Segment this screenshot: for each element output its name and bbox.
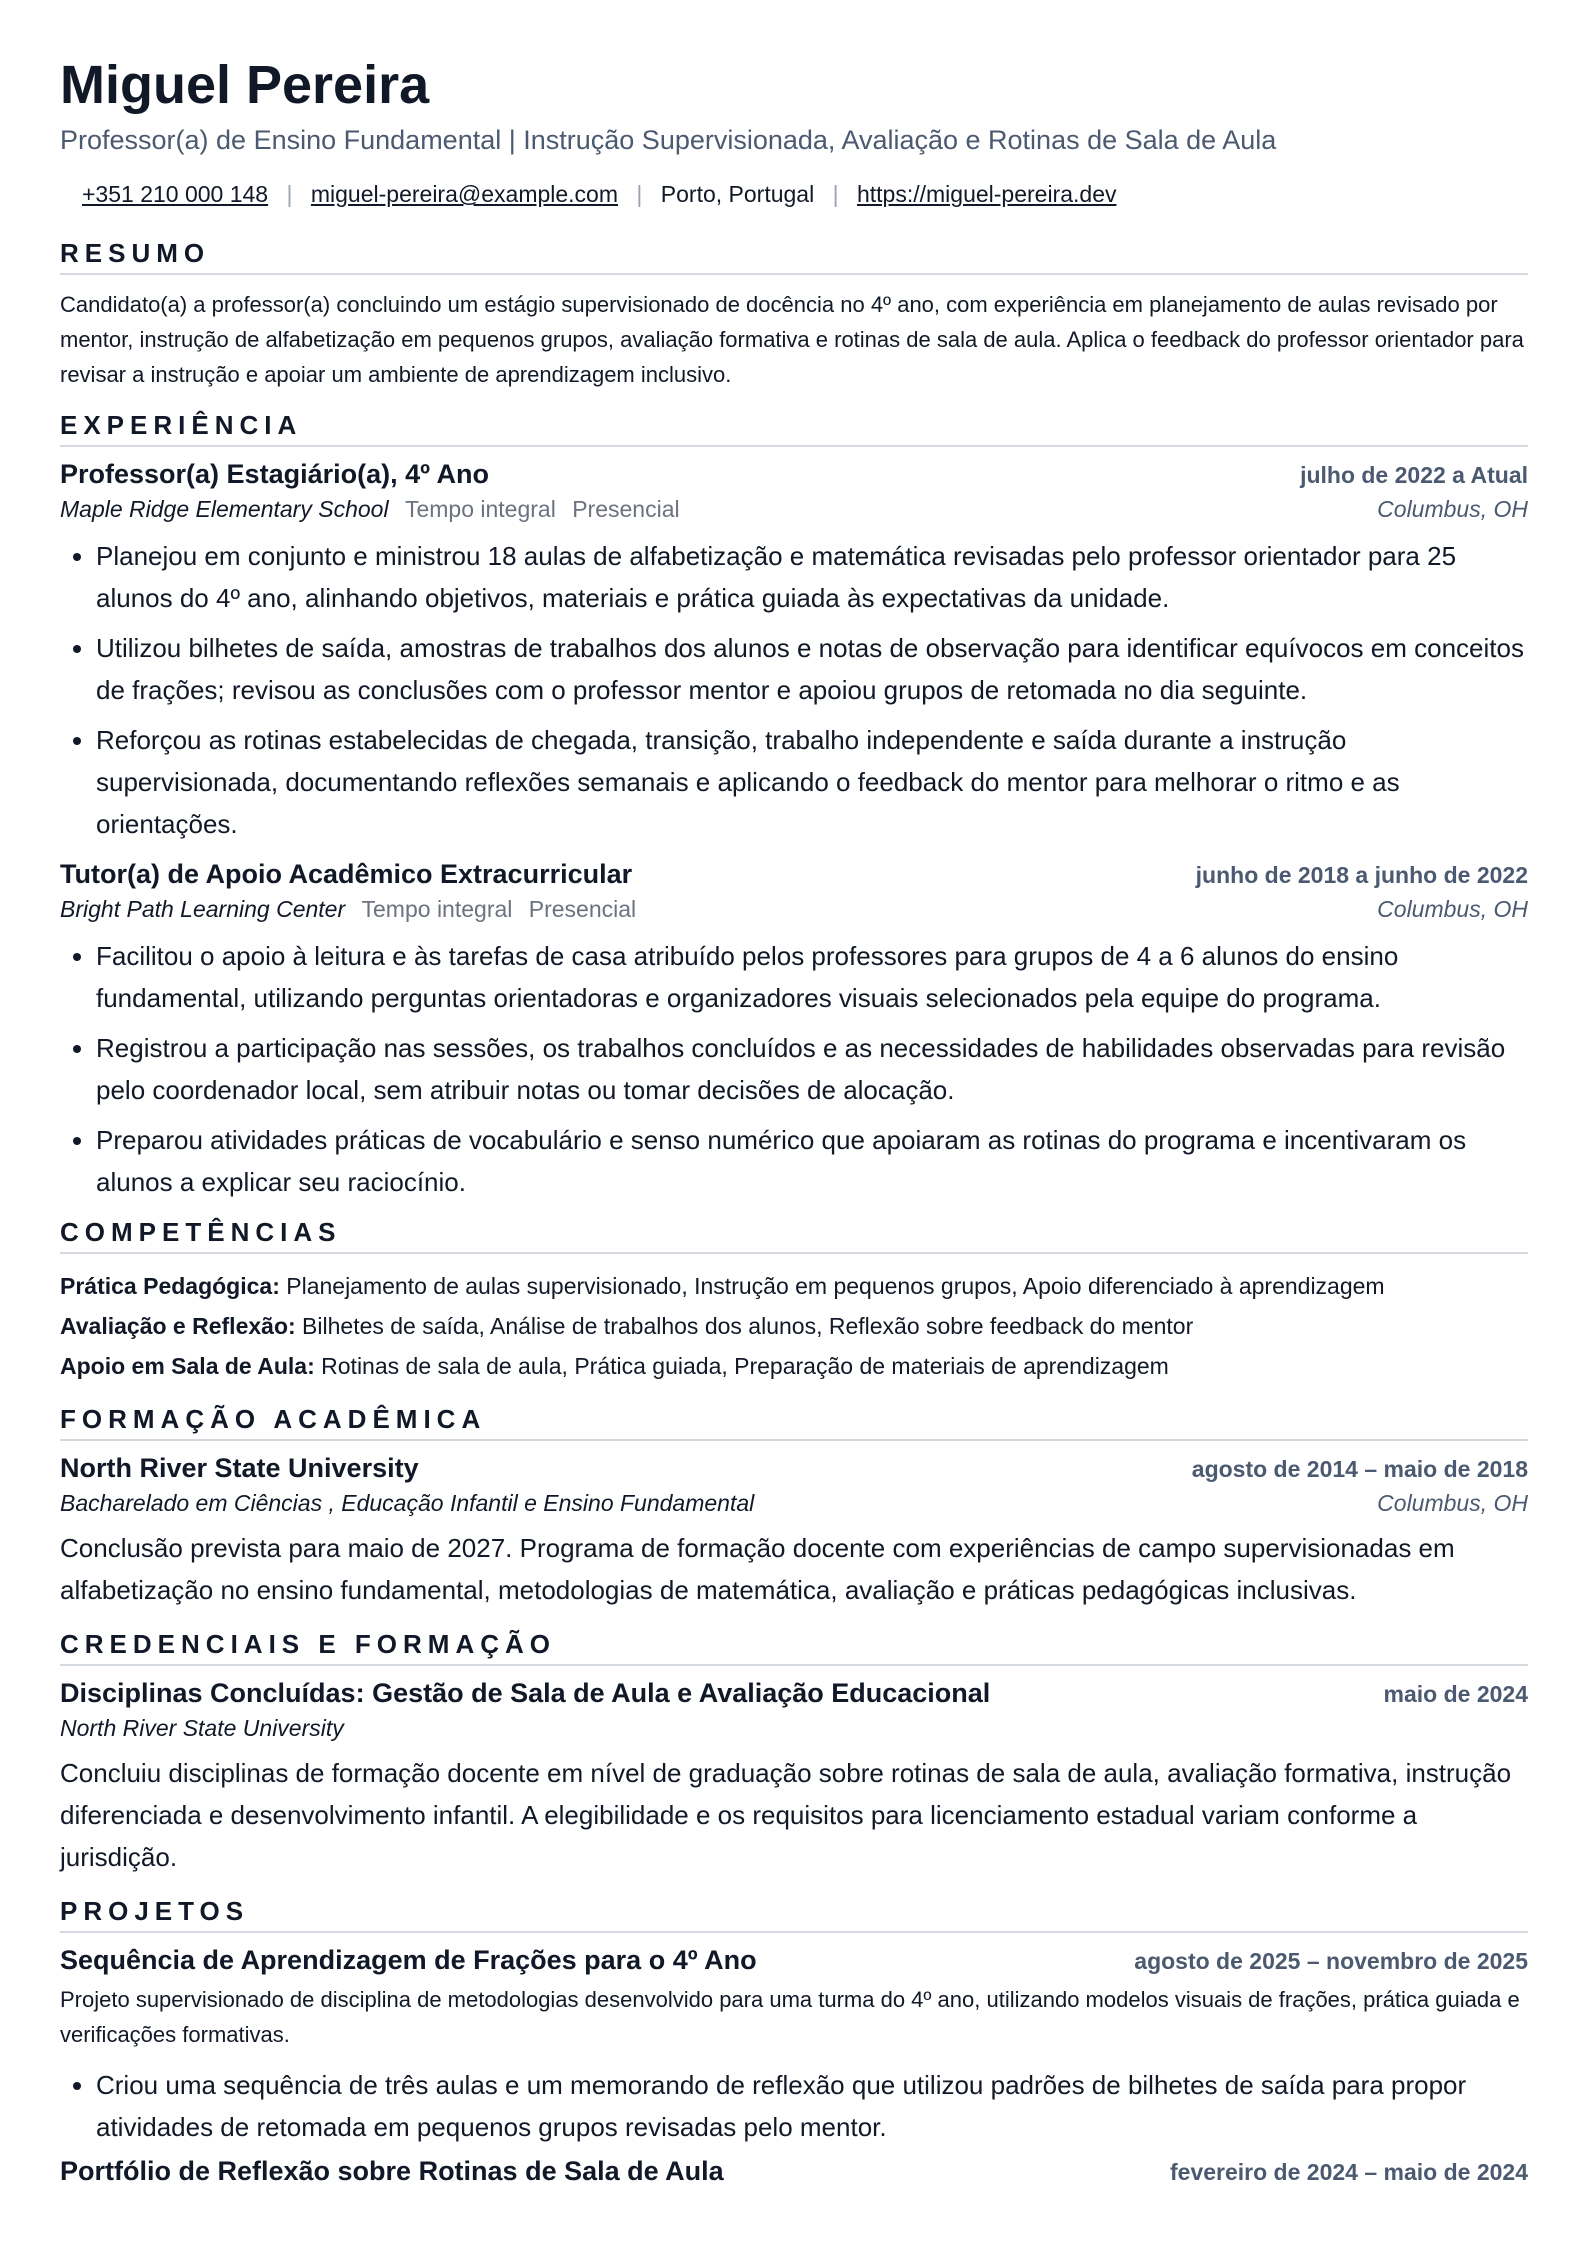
- credential-name: Disciplinas Concluídas: Gestão de Sala de Aula e Avaliação Educacional: [60, 1678, 991, 1709]
- project-name: Sequência de Aprendizagem de Frações para o 4º Ano: [60, 1945, 757, 1976]
- skill-label: Prática Pedagógica:: [60, 1273, 280, 1300]
- experience-entry: [60, 459, 1528, 845]
- education-description: Conclusão prevista para maio de 2027. Programa de formação docente com experiências de campo supervisionadas em alfabetização no ensino fundamental, metodologias de matemática, avaliação e práticas pedagógicas inclusivas.: [60, 1533, 1455, 1606]
- section-title: EXPERIÊNCIA: [60, 410, 1528, 447]
- skills-section: [60, 1217, 1528, 1386]
- experience-entry: [60, 859, 1528, 1203]
- bullet-item: • Facilitou o apoio à leitura e às tarefas de casa atribuído pelos professores para grupos de 4 a 6 alunos do ensino fundamental, utilizando perguntas orientadoras e organizadores visuais selecionados pela equipe do programa.: [96, 935, 1528, 1019]
- school-name: North River State University: [60, 1453, 419, 1484]
- section-title: RESUMO: [60, 238, 1528, 275]
- job-location: Columbus, OH: [1377, 496, 1528, 523]
- job-title: Tutor(a) de Apoio Acadêmico Extracurricular: [60, 859, 633, 890]
- job-dates: junho de 2018 a junho de 2022: [1195, 862, 1528, 889]
- section-title: PROJETOS: [60, 1896, 1528, 1933]
- bullet-item: • Preparou atividades práticas de vocabulário e senso numérico que apoiaram as rotinas do programa e incentivaram os alunos a explicar seu raciocínio.: [96, 1119, 1528, 1203]
- bullet-item: • Utilizou bilhetes de saída, amostras de trabalhos dos alunos e notas de observação para identificar equívocos em conceitos de frações; revisou as conclusões com o professor mentor e apoiou grupos de retomada no dia seguinte.: [96, 627, 1528, 711]
- credential-date: maio de 2024: [1383, 1681, 1528, 1708]
- education-section: [60, 1404, 1528, 1611]
- skill-value: Planejamento de aulas supervisionado, Instrução em pequenos grupos, Apoio diferenciado à aprendizagem: [286, 1273, 1385, 1300]
- summary-text: Candidato(a) a professor(a) concluindo um estágio supervisionado de docência no 4º ano, com experiência em planejamento de aulas revisado por mentor, instrução de alfabetização em pequenos grupos, avaliação formativa e rotinas de sala de aula. Aplica o feedback do professor orientador para revisar a instrução e apoiar um ambiente de aprendizagem inclusivo.: [60, 292, 1524, 388]
- contact-separator: |: [636, 181, 643, 208]
- bullet-item: • Criou uma sequência de três aulas e um memorando de reflexão que utilizou padrões de bilhetes de saída para propor atividades de retomada em pequenos grupos revisadas pelo mentor.: [96, 2064, 1528, 2148]
- bullet-item: • Reforçou as rotinas estabelecidas de chegada, transição, trabalho independente e saída durante a instrução supervisionada, documentando reflexões semanais e aplicando o feedback do mentor para melhorar o ritmo e as orientações.: [96, 719, 1528, 845]
- education-dates: agosto de 2014 – maio de 2018: [1191, 1456, 1528, 1483]
- employment-type: Tempo integral: [361, 896, 513, 923]
- employment-type: Tempo integral: [404, 496, 556, 523]
- contact-separator: |: [286, 181, 293, 208]
- summary-section: [60, 238, 1528, 392]
- section-title: COMPETÊNCIAS: [60, 1217, 1528, 1254]
- project-dates: agosto de 2025 – novembro de 2025: [1134, 1948, 1528, 1975]
- email-link[interactable]: miguel-pereira@example.com: [310, 181, 619, 208]
- website-link[interactable]: https://miguel-pereira.dev: [856, 181, 1117, 208]
- work-mode: Presencial: [528, 896, 637, 923]
- location-text: Porto, Portugal: [660, 181, 815, 208]
- project-description: Projeto supervisionado de disciplina de metodologias desenvolvido para uma turma do 4º ano, utilizando modelos visuais de frações, prática guiada e verificações formativas.: [60, 1987, 1520, 2048]
- candidate-name: Miguel Pereira: [60, 55, 430, 115]
- bullet-list: [60, 2064, 1528, 2148]
- credential-entry: [60, 1678, 1528, 1878]
- job-location: Columbus, OH: [1377, 896, 1528, 923]
- project-name: Portfólio de Reflexão sobre Rotinas de Sala de Aula: [60, 2156, 724, 2187]
- job-dates: julho de 2022 a Atual: [1300, 462, 1528, 489]
- education-location: Columbus, OH: [1377, 1490, 1528, 1517]
- credential-issuer: North River State University: [60, 1715, 344, 1742]
- section-title: CREDENCIAIS E FORMAÇÃO: [60, 1629, 1528, 1666]
- skill-label: Apoio em Sala de Aula:: [60, 1353, 315, 1380]
- credential-description: Concluiu disciplinas de formação docente em nível de graduação sobre rotinas de sala de aula, avaliação formativa, instrução diferenciada e desenvolvimento infantil. A elegibilidade e os requisitos para licenciamento estadual variam conforme a jurisdição.: [60, 1758, 1512, 1873]
- skill-value: Bilhetes de saída, Análise de trabalhos dos alunos, Reflexão sobre feedback do mentor: [302, 1313, 1194, 1340]
- contact-separator: |: [832, 181, 839, 208]
- credentials-section: [60, 1629, 1528, 1878]
- contact-line: [60, 180, 1528, 210]
- education-entry: [60, 1453, 1528, 1611]
- degree: Bacharelado em Ciências , Educação Infantil e Ensino Fundamental: [60, 1490, 755, 1517]
- experience-section: [60, 410, 1528, 1203]
- skill-row: [60, 1346, 1528, 1386]
- employer: Maple Ridge Elementary School: [60, 496, 389, 523]
- skill-row: [60, 1306, 1528, 1346]
- headline: Professor(a) de Ensino Fundamental | Instrução Supervisionada, Avaliação e Rotinas de Sala de Aula: [60, 125, 1277, 156]
- project-dates: fevereiro de 2024 – maio de 2024: [1170, 2159, 1528, 2186]
- skill-label: Avaliação e Reflexão:: [60, 1313, 296, 1340]
- phone-link[interactable]: +351 210 000 148: [82, 181, 269, 208]
- job-title: Professor(a) Estagiário(a), 4º Ano: [60, 459, 489, 490]
- skill-row: [60, 1266, 1528, 1306]
- work-mode: Presencial: [572, 496, 680, 523]
- bullet-list: [60, 535, 1528, 845]
- section-title: FORMAÇÃO ACADÊMICA: [60, 1404, 1528, 1441]
- project-entry: [60, 1945, 1528, 2148]
- project-entry: [60, 2156, 1528, 2187]
- bullet-list: [60, 935, 1528, 1203]
- employer: Bright Path Learning Center: [60, 896, 346, 923]
- bullet-item: • Registrou a participação nas sessões, os trabalhos concluídos e as necessidades de habilidades observadas para revisão pelo coordenador local, sem atribuir notas ou tomar decisões de alocação.: [96, 1027, 1528, 1111]
- bullet-item: • Planejou em conjunto e ministrou 18 aulas de alfabetização e matemática revisadas pelo professor orientador para 25 alunos do 4º ano, alinhando objetivos, materiais e prática guiada às expectativas da unidade.: [96, 535, 1528, 619]
- skill-value: Rotinas de sala de aula, Prática guiada, Preparação de materiais de aprendizagem: [321, 1353, 1169, 1380]
- projects-section: [60, 1896, 1528, 2187]
